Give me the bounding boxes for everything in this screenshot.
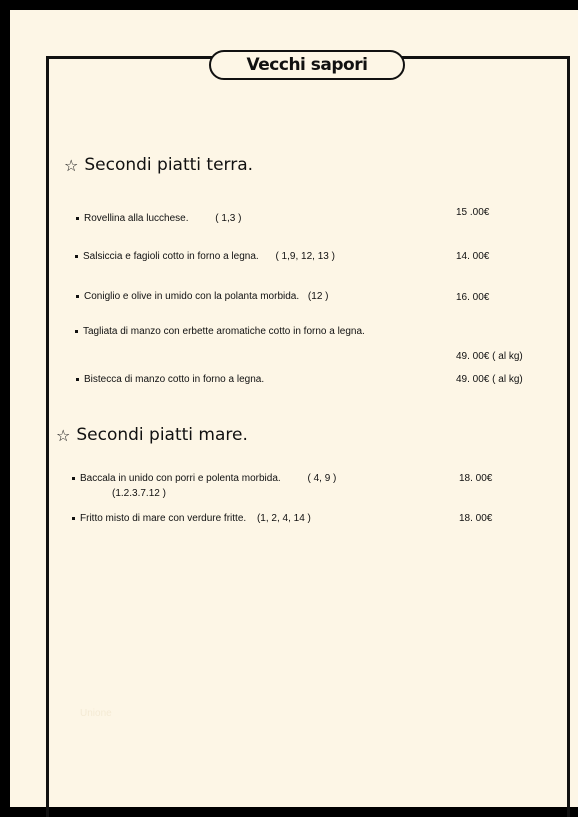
item-allergens: ( 4, 9 ) <box>307 473 337 484</box>
item-name: Tagliata di manzo con erbette aromatiche cotto in forno a legna. <box>83 326 365 337</box>
menu-item-fritto-misto <box>72 513 311 524</box>
bullet-square-icon <box>76 295 79 298</box>
item-price: 16. 00€ <box>456 292 490 303</box>
item-price: 14. 00€ <box>456 251 490 262</box>
item-name: Baccala in unido con porri e polenta morbida. <box>80 473 281 484</box>
item-price: 18. 00€ <box>459 513 493 524</box>
menu-item-tagliata <box>75 326 365 337</box>
item-name: Fritto misto di mare con verdure fritte. <box>80 513 247 524</box>
section-heading-label: Secondi piatti mare. <box>76 425 248 445</box>
section-heading-mare <box>56 425 248 445</box>
item-price: 18. 00€ <box>459 473 493 484</box>
page-title: Vecchi sapori <box>246 55 368 75</box>
menu-item-baccala <box>72 473 336 484</box>
menu-item-bistecca <box>76 374 264 385</box>
menu-item-coniglio <box>76 291 328 302</box>
star-outline-icon: ☆ <box>56 425 71 445</box>
item-name: Coniglio e olive in umido con la polanta morbida. <box>84 291 300 302</box>
item-allergens-continued: (1.2.3.7.12 ) <box>112 488 166 499</box>
menu-page <box>10 10 578 807</box>
footer-note: Unione <box>80 708 112 719</box>
section-heading-terra <box>64 155 253 175</box>
bullet-square-icon <box>75 330 78 333</box>
item-name: Rovellina alla lucchese. <box>84 213 189 224</box>
bullet-square-icon <box>76 378 79 381</box>
item-price: 49. 00€ ( al kg) <box>456 374 523 385</box>
bullet-square-icon <box>76 217 79 220</box>
bullet-square-icon <box>75 255 78 258</box>
star-outline-icon: ☆ <box>64 155 79 175</box>
item-allergens: ( 1,9, 12, 13 ) <box>275 251 335 262</box>
item-allergens: (12 ) <box>307 291 329 302</box>
bullet-square-icon <box>72 477 75 480</box>
item-allergens: (1, 2, 4, 14 ) <box>256 513 311 524</box>
section-heading-label: Secondi piatti terra. <box>84 155 254 175</box>
item-allergens: ( 1,3 ) <box>215 213 242 224</box>
item-name: Bistecca di manzo cotto in forno a legna. <box>84 374 265 385</box>
item-price: 49. 00€ ( al kg) <box>456 351 523 362</box>
menu-item-rovellina <box>76 213 241 224</box>
item-name: Salsiccia e fagioli cotto in forno a legna. <box>83 251 259 262</box>
item-price: 15 .00€ <box>456 207 490 218</box>
bullet-square-icon <box>72 517 75 520</box>
menu-item-salsiccia <box>75 251 335 262</box>
title-badge <box>209 50 405 80</box>
